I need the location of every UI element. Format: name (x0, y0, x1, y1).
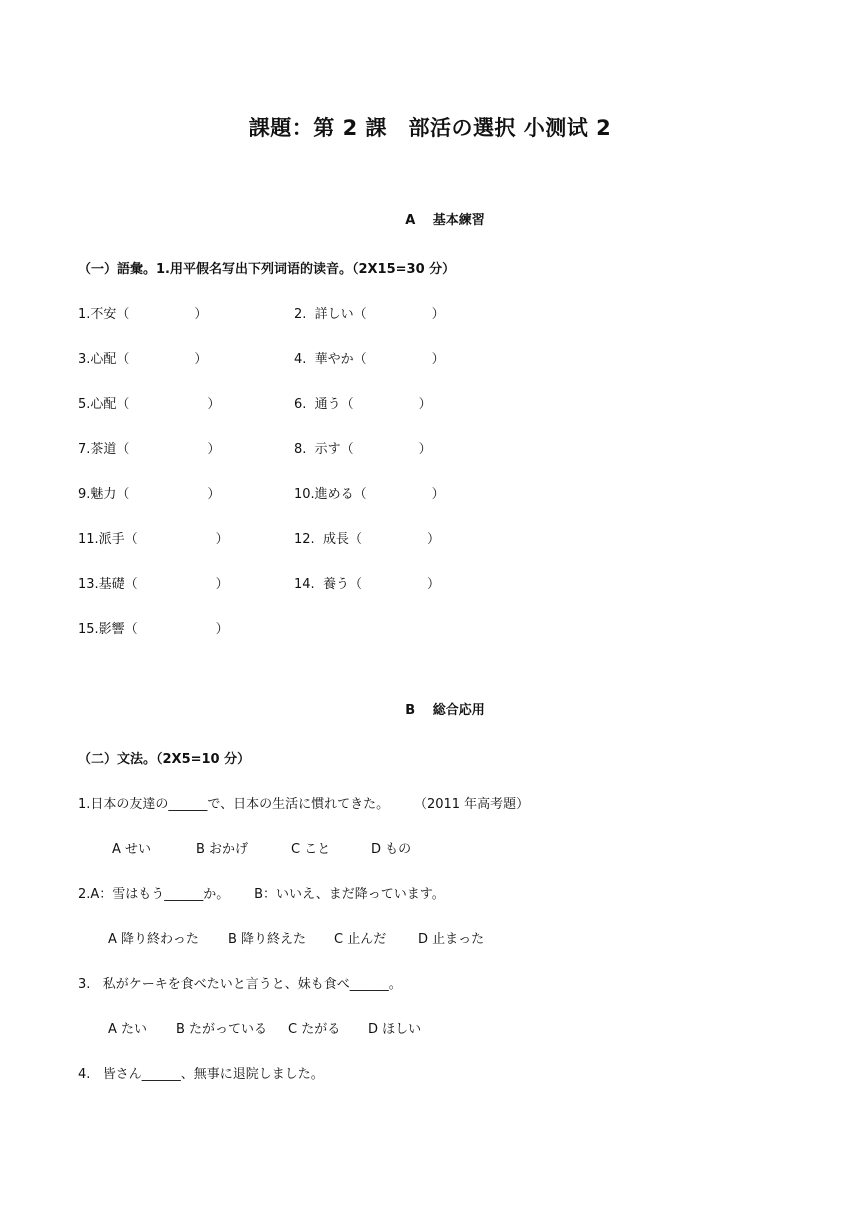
choice-d: D もの (371, 842, 412, 857)
vocab-item: 9.魅力（ ） (78, 487, 221, 502)
choice-c: C たがる (288, 1022, 341, 1037)
choice-b: B おかげ (196, 842, 249, 857)
vocab-item: 11.派手（ ） (78, 532, 229, 547)
document-title: 課題：第 2 課 部活の選択 小测试 2 (248, 116, 612, 140)
choice-a: A せい (112, 842, 152, 857)
question-3: 3. 私がケーキを食べたいと言うと、妹も食べ______。 (78, 977, 402, 992)
vocab-item: 5.心配（ ） (78, 397, 221, 412)
choice-a: A 降り終わった (108, 932, 199, 947)
vocab-item: 1.不安（ ） (78, 307, 208, 322)
vocab-item: 4. 華やか（ ） (294, 352, 445, 367)
section-a-heading: A 基本練習 (405, 213, 485, 228)
part1-heading: （一）語彙。1.用平假名写出下列词语的读音。（2X15=30 分） (78, 262, 456, 277)
question-2-choices (108, 928, 484, 947)
question-4: 4. 皆さん______、無事に退院しました。 (78, 1067, 324, 1082)
vocab-item: 3.心配（ ） (78, 352, 208, 367)
choice-d: D 止まった (418, 932, 485, 947)
vocab-item: 12. 成長（ ） (294, 532, 440, 547)
choice-d: D ほしい (368, 1022, 422, 1037)
vocab-item: 8. 示す（ ） (294, 442, 432, 457)
section-b-heading: B 総合応用 (405, 703, 485, 718)
vocab-item: 7.茶道（ ） (78, 442, 221, 457)
question-1: 1.日本の友達の______で、日本の生活に慣れてきた。 （2011 年高考題） (78, 797, 530, 812)
choice-c: C 止んだ (334, 932, 387, 947)
vocab-item: 13.基礎（ ） (78, 577, 229, 592)
question-3-choices (108, 1018, 421, 1037)
choice-c: C こと (291, 842, 331, 857)
vocab-item: 10.進める（ ） (294, 487, 445, 502)
vocab-item: 15.影響（ ） (78, 622, 229, 637)
choice-b: B 降り終えた (228, 932, 307, 947)
choice-b: B たがっている (176, 1022, 268, 1037)
vocab-item: 6. 通う（ ） (294, 397, 432, 412)
question-2: 2.A：雪はもう______か。 B：いいえ、まだ降っています。 (78, 887, 445, 902)
vocab-item: 2. 詳しい（ ） (294, 307, 445, 322)
part2-heading: （二）文法。（2X5=10 分） (78, 752, 251, 767)
choice-a: A たい (108, 1022, 148, 1037)
vocab-item: 14. 養う（ ） (294, 577, 440, 592)
question-1-choices (112, 838, 411, 857)
